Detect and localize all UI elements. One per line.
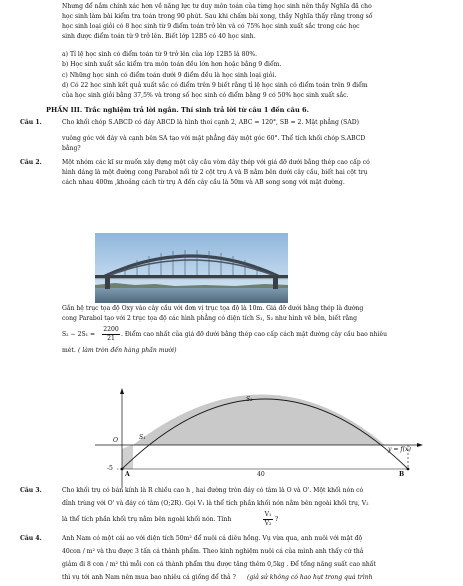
text-line: Nhưng để nắm chính xác hơn về năng lực tư duy môn toán của từng học sinh nên thầy Nghĩa đã cho	[62, 3, 372, 10]
statement-c: c) Những học sinh có điểm toán dưới 9 điểm đều là học sinh loại giỏi.	[62, 72, 277, 79]
question-text: ?	[275, 516, 279, 523]
fraction-denominator: 21	[107, 335, 115, 342]
question-text: 40con / m² và thu được 3 tấn cá thành phẩm. Theo kinh nghiệm nuôi cá của mình anh thấy cứ thả	[62, 548, 364, 555]
label-b: B	[399, 471, 405, 478]
question-label: Câu 4.	[20, 535, 42, 542]
question-label: Câu 3.	[20, 487, 42, 494]
question-text: vuông góc với đáy và cạnh bên SA tạo với mặt phẳng đáy một góc 60°. Thể tích khối chóp S.ABCD	[62, 135, 366, 142]
s2-region	[133, 395, 385, 446]
question-note: (giả sử không có hao hụt trong quá trình	[247, 574, 373, 581]
question-text: Anh Nam có một cái ao với diện tích 50m² để nuôi cá diêu hồng. Vụ vừa qua, anh nuôi với mật độ	[62, 535, 363, 542]
fraction-numerator: 2200	[103, 326, 119, 333]
question-text: giảm đi 8 con / m² thì mỗi con cá thành phẩm thu được tăng thêm 0,5kg . Để tổng năng suất cao nhất	[62, 561, 376, 568]
text-line: sinh được điểm toán từ 9 trở lên. Biết lớp 12B5 có 40 học sinh.	[62, 33, 256, 40]
fraction-numerator: V₁	[264, 511, 272, 518]
label-a: A	[125, 471, 130, 478]
label-minus5: -5	[107, 465, 113, 472]
statement-d-cont: của học sinh giỏi bằng 37,5% và trong số học sinh có điểm bằng 9 có 50% học sinh xuất sắc.	[62, 92, 349, 99]
statement-d: d) Có 22 học sinh kết quả xuất sắc có điểm trên 9 biết rằng tỉ lệ học sinh có điểm toán trên 9 điểm	[62, 82, 368, 89]
question-text: Gắn hệ trục tọa độ Oxy vào cây cầu với đơn vị trục tọa độ là 10m. Giá đỡ dưới bằng thép là đường	[62, 305, 364, 312]
formula-lhs: S₂ − 2S₁ =	[62, 331, 96, 338]
statement-b: b) Học sinh xuất sắc kiểm tra môn toán đều lớn hơn hoặc bằng 9 điểm.	[62, 61, 282, 68]
s1-region	[122, 445, 133, 469]
question-text: bằng?	[62, 145, 81, 152]
question-text: Một nhóm các kĩ sư muốn xây dựng một cây cầu vòm dây thép với giá đỡ dưới bằng thép cao cấp có	[62, 159, 370, 166]
section-heading: PHẦN III. Trắc nghiệm trả lời ngắn. Thí sinh trả lời từ câu 1 đến câu 6.	[46, 106, 309, 114]
parabola-figure	[95, 388, 425, 488]
question-text: đỉnh trùng với O' và đáy có tâm (O;2R). Gọi V₁ là thể tích phần khối nón nằm bên ngoài khối trụ, V₂	[62, 500, 369, 507]
label-s2: S₂	[246, 396, 253, 403]
question-text: cách nhau 400m ,khoảng cách từ trụ A đến cây cầu là 50m và AB song song với mặt đường.	[62, 179, 345, 186]
question-text: mét.	[62, 347, 76, 354]
question-text: Cho khối trụ có bán kính là R chiều cao h , hai đường tròn đáy có tâm là O và O'. Một khối nón có	[62, 487, 364, 494]
question-text: thì vụ tới anh Nam nên mua bao nhiêu cá giống để thả ?	[62, 574, 236, 581]
question-text: Cho khối chóp S.ABCD có đáy ABCD là hình thoi cạnh 2, ABC = 120°, SB = 2. Mặt phẳng (SAD)	[62, 119, 360, 126]
question-text: . Điểm cao nhất của giá đỡ dưới bằng thép cao cấp cách mặt đường cây cầu bao nhiêu	[121, 331, 388, 338]
question-text: cong Parabol tạo với 2 trục tọa độ các hình phẳng có diện tích S₁, S₂ như hình vẽ bên, biết rằng	[62, 315, 357, 322]
text-line: học sinh làm bài kiểm tra toán trong 90 phút. Sau khi chấm bài xong, thầy Nghĩa thấy rằng trong số	[62, 13, 373, 20]
question-note: ( làm tròn đến hàng phần mười)	[78, 347, 177, 354]
label-origin: O	[113, 437, 118, 444]
statement-a: a) Tỉ lệ học sinh có điểm toán từ 9 trở lên của lớp 12B5 là 80%.	[62, 51, 258, 58]
label-40: 40	[257, 471, 265, 478]
text-line: học sinh loại giỏi có 8 học sinh từ 9 điểm toán trở lên và có 75% học sinh xuất sắc trong các học	[62, 23, 360, 30]
bridge-photo	[95, 233, 288, 303]
question-label: Câu 2.	[20, 159, 42, 166]
label-s1: S₁	[139, 434, 146, 441]
question-text: là thể tích phần khối trụ nằm bên ngoài khối nón. Tính	[62, 516, 232, 523]
fraction-denominator: V₂	[264, 520, 272, 527]
question-label: Câu 1.	[20, 119, 42, 126]
label-fx: y = f(x)	[388, 446, 411, 453]
question-text: hình dáng là một đường cong Parabol nối từ 2 cột trụ A và B nằm bên dưới cây cầu, biết hai cột trụ	[62, 169, 368, 176]
